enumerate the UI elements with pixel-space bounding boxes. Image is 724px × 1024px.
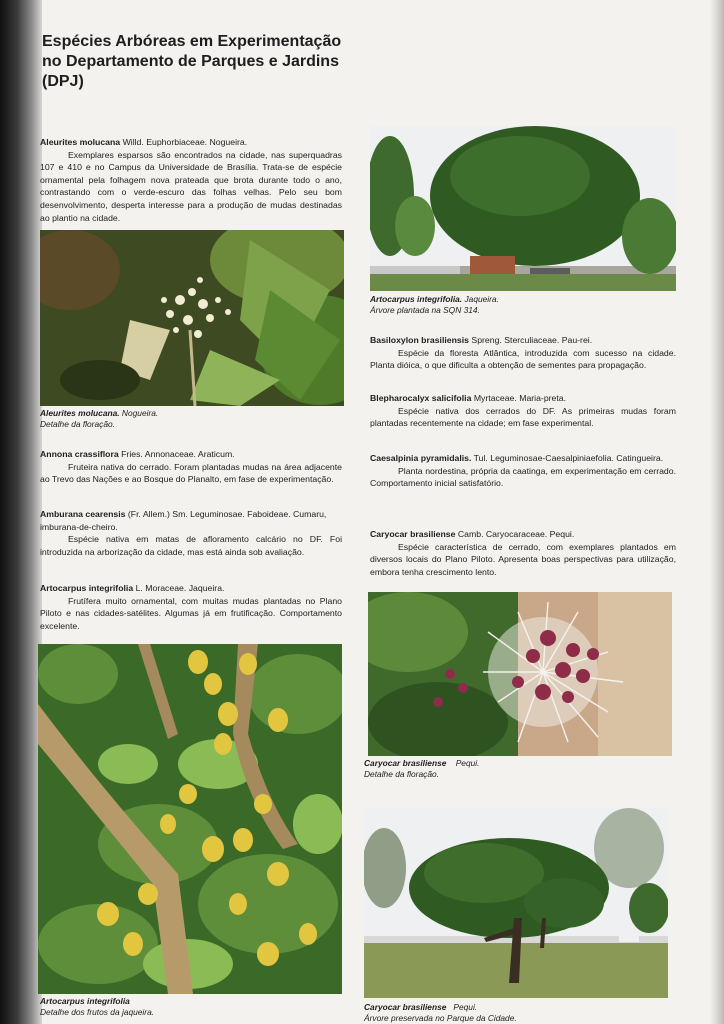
photo-artocarpus-fruits bbox=[38, 644, 342, 994]
caption-detail: Detalhe dos frutos da jaqueira. bbox=[40, 1007, 155, 1017]
caption-artocarpus-fruits bbox=[40, 996, 340, 1018]
species-description: Espécie nativa em matas de afloramento calcário no DF. Foi introduzida na arborização da cidade, mas está ainda sob avaliação. bbox=[40, 534, 342, 557]
entry-caesalpinia bbox=[370, 452, 676, 490]
caption-species: Artocarpus integrifolia. bbox=[370, 294, 463, 304]
species-family: Tul. Leguminosae-Caesalpiniaefolia. Catingueira. bbox=[471, 453, 664, 463]
species-family: Fries. Annonaceae. Araticum. bbox=[118, 449, 235, 459]
species-name: Caesalpinia pyramidalis. bbox=[370, 453, 472, 463]
caption-detail: Detalhe da floração. bbox=[364, 769, 439, 779]
species-name: Caryocar brasiliense bbox=[370, 529, 456, 539]
entry-blepharocalyx bbox=[370, 392, 676, 430]
caption-aleurites bbox=[40, 408, 340, 430]
species-family: Camb. Caryocaraceae. Pequi. bbox=[455, 529, 575, 539]
species-name: Annona crassiflora bbox=[40, 449, 119, 459]
species-description: Frutífera muito ornamental, com muitas mudas plantadas no Plano Piloto e nas cidades-satélites. Algumas já em frutificação. Comportamento excelente. bbox=[40, 595, 342, 631]
species-family: Myrtaceae. Maria-preta. bbox=[471, 393, 567, 403]
species-description: Exemplares esparsos são encontrados na cidade, nas superquadras 107 e 410 e no Campus da Universidade de Brasília. Trata-se de espécie ornamental pela folhagem nova prateada que brota durante todo o ano, contrastando com o verde-escuro das folhas velhas. Pelo seu bom desenvolvimento, desperta interesse para a produção de mudas destinadas ao plantio na cidade. bbox=[40, 149, 342, 223]
photo-aleurites-flower bbox=[40, 230, 344, 406]
entry-basiloxylon bbox=[370, 334, 676, 372]
book-binding-shadow bbox=[0, 0, 42, 1024]
entry-amburana bbox=[40, 508, 342, 558]
caption-common: Jaqueira. bbox=[462, 294, 499, 304]
caption-species: Caryocar brasiliense bbox=[364, 758, 447, 768]
species-family: L. Moraceae. Jaqueira. bbox=[133, 583, 225, 593]
caption-artocarpus-tree bbox=[370, 294, 676, 316]
species-name: Basiloxylon brasiliensis bbox=[370, 335, 469, 345]
caption-detail: Árvore preservada no Parque da Cidade. bbox=[364, 1013, 517, 1023]
species-description: Fruteira nativa do cerrado. Foram plantadas mudas na área adjacente ao Trevo das Nações e ao Bosque do Planalto, em fase de experimentação. bbox=[40, 461, 342, 485]
photo-artocarpus-tree bbox=[370, 126, 676, 291]
title-line-1: Espécies Arbóreas em Experimentação bbox=[42, 33, 342, 50]
entry-caryocar bbox=[370, 528, 676, 578]
title-line-3: (DPJ) bbox=[42, 73, 84, 90]
caption-detail: Árvore plantada na SQN 314. bbox=[370, 305, 480, 315]
species-name: Artocarpus integrifolia bbox=[40, 583, 134, 593]
species-description: Planta nordestina, própria da caatinga, em experimentação em cerrado. Comportamento inicial satisfatório. bbox=[370, 465, 676, 489]
photo-caryocar-tree bbox=[364, 808, 668, 998]
caption-common: Pequi. bbox=[453, 1002, 478, 1012]
species-family: Willd. Euphorbiaceae. Nogueira. bbox=[120, 137, 248, 147]
caption-species: Aleurites molucana. bbox=[40, 408, 120, 418]
species-name: Aleurites molucana bbox=[40, 137, 121, 147]
caption-caryocar-flower bbox=[364, 758, 670, 780]
page-edge bbox=[710, 0, 724, 1024]
title-line-2: no Departamento de Parques e Jardins bbox=[42, 53, 339, 70]
species-family: (Fr. Allem.) Sm. Leguminosae. Faboideae. Cumaru, imburana-de-cheiro. bbox=[40, 509, 327, 532]
page-title bbox=[42, 32, 342, 92]
species-description: Espécie nativa dos cerrados do DF. As primeiras mudas foram plantadas recentemente na cidade; em fase experimental. bbox=[370, 405, 676, 429]
entry-artocarpus bbox=[40, 582, 342, 632]
species-name: Blepharocalyx salicifolia bbox=[370, 393, 472, 403]
caption-common: Pequi. bbox=[455, 758, 480, 768]
caption-species: Caryocar brasiliense bbox=[364, 1002, 447, 1012]
entry-aleurites bbox=[40, 136, 342, 224]
caption-common: Nogueira. bbox=[119, 408, 159, 418]
caption-species: Artocarpus integrifolia bbox=[40, 996, 130, 1006]
species-family: Spreng. Sterculiaceae. Pau-rei. bbox=[468, 335, 593, 345]
entry-annona bbox=[40, 448, 342, 486]
species-name: Amburana cearensis bbox=[40, 509, 126, 519]
caption-caryocar-tree bbox=[364, 1002, 670, 1024]
caption-detail: Detalhe da floração. bbox=[40, 419, 115, 429]
species-description: Espécie da floresta Atlântica, introduzida com sucesso na cidade. Planta dióica, o que dificulta a obtenção de sementes para propagação. bbox=[370, 347, 676, 371]
photo-caryocar-flower bbox=[368, 592, 672, 756]
species-description: Espécie característica de cerrado, com exemplares plantados em diversos locais do Plano Piloto. Apresenta boas perspectivas para utilização, embora tenha crescimento lento. bbox=[370, 541, 676, 577]
